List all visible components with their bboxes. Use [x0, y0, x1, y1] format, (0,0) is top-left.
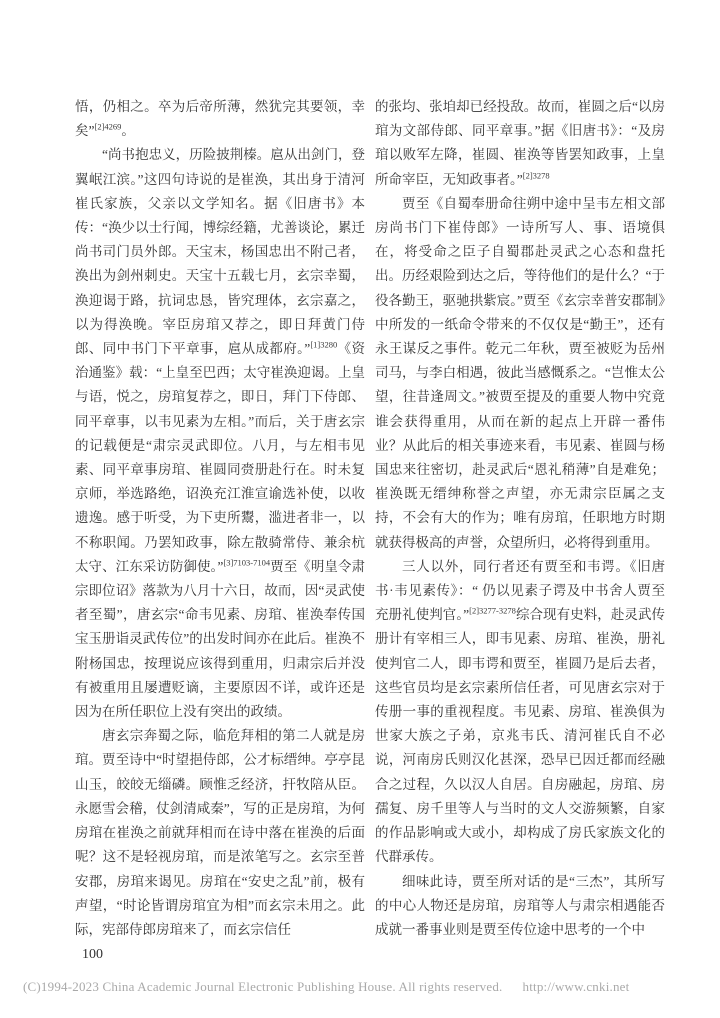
text-run: “尚书抱忠义，历险披荆榛。扈从出剑门，登翼岷江滨。”这四句诗说的是崔涣，其出身于清河崔氏家族，父亲以文学知名。据《旧唐书》本传：“涣少以士行闻，博综经籍，尤善谈论，累迁尚书司门员外郎。天宝末，杨国忠出不附己者，涣出为剑州刺史。天宝十五载七月，玄宗幸蜀，涣迎谒于路，抗词忠恳，皆究理体，玄宗嘉之，以为得涣晚。宰臣房琯又荐之，即日拜黄门侍郎、同中书门下平章事，扈从成都府。”: [75, 147, 365, 357]
text-run: 贾至《明皇令肃宗即位诏》落款为八月十六日，故而，因“灵武使者至蜀”，唐玄宗“命韦见素、房琯、崔涣奉传国宝玉册诣灵武传位”的出发时间亦在此后。崔涣不附杨国忠，按理说应该得到重用，归肃宗后并没有被重用且屡遭贬谪，主要原因不详，或许还是因为在所任职位上没有突出的政绩。: [75, 558, 365, 720]
paragraph: [375, 192, 665, 555]
citation-superscript: [2]3277-3278: [469, 605, 516, 616]
text-run: 细味此诗，贾至所对话的是“三杰”，其所写的中心人物还是房琯，房琯等人与肃宗相遇能否成就一番事业则是贾至传位途中思考的一个中: [375, 873, 665, 937]
page-content: [75, 95, 665, 968]
text-run: 贾至《自蜀奉册命往朔中途中呈韦左相文部房尚书门下崔侍郎》一诗所写人、事、语境俱在，将受命之臣子自蜀郡赴灵武之心态和盘托出。历经艰险到达之后，等待他们的是什么？“于役各勤王，驱驰拱紫宸。”贾至《玄宗幸普安郡制》中所发的一纸命令带来的不仅仅是“勤王”，还有永王谋反之事件。乾元二年秋，贾至被贬为岳州司马，与李白相遇，彼此当感慨系之。“岂惟太公望，往昔逢周文。”被贾至提及的重要人物中究竟谁会获得重用，从而在新的起点上开辟一番伟业？从此后的相关事迹来看，韦见素、崔圆与杨国忠来往密切，赴灵武后“恩礼稍薄”自是难免；崔涣既无缙绅称誉之声望，亦无肃宗臣属之支持，不会有大的作为；唯有房琯，任职地方时期就获得极高的声誉，众望所归，必将得到重用。: [375, 195, 665, 550]
text-column-right: [375, 95, 665, 968]
text-run: 。: [121, 123, 135, 139]
footer: [23, 979, 703, 995]
text-run: 综合现有史料，赴灵武传册计有宰相三人，即韦见素、房琯、崔涣，册礼使判官二人，即韦谔和贾至，崔圆乃是后去者，这些官员均是玄宗素所信任者，可见唐玄宗对于传册一事的重视程度。韦见素、房琯、崔涣俱为世家大族之子弟，京兆韦氏、清河崔氏自不必说，河南房氏则汉化甚深，恐早已因迁都而经融合之过程，久以汉人自居。自房融起，房琯、房孺复、房千里等人与当时的文人交游频繁，自家的作品影响或大或小，却构成了房氏家族文化的代群承传。: [375, 607, 666, 865]
citation-superscript: [1]3280: [310, 339, 338, 350]
paragraph: [375, 870, 665, 943]
paragraph: [375, 555, 665, 870]
text-run: 唐玄宗奔蜀之际，临危拜相的第二人就是房琯。贾至诗中“时望挹侍郎，公才标缙绅。亭亭昆山玉，皎皎无缁磷。顾惟乏经济，扞牧陪从臣。永愿雪会稽，仗剑清咸秦”，写的正是房琯，为何房琯在崔涣之前就拜相而在诗中落在崔涣的后面呢？这不是轻视房琯，而是浓笔写之。玄宗至普安郡，房琯来谒见。房琯在“安史之乱”前，极有声望，“时论皆谓房琯宜为相”而玄宗未用之。此际，宪部侍郎房琯来了，而玄宗信任: [75, 728, 365, 937]
citation-superscript: [3]7103-7104: [223, 557, 271, 568]
text-run: 三人以外，同行者还有贾至和韦谔。《旧唐书·韦见素传》：“ 仍以见素子谔及中书舍人贾至充册礼使判官。”: [375, 558, 665, 623]
paragraph: [75, 95, 365, 143]
text-run: 悟，仍相之。卒为后帝所薄，然犹完其要领，幸矣”: [75, 99, 365, 139]
footer-copyright: (C)1994-2023 China Academic Journal Electronic Publishing House. All rights reserved.: [23, 979, 503, 994]
paragraph: [75, 143, 365, 724]
page-number: 100: [82, 947, 103, 963]
paragraph: [375, 95, 665, 192]
text-run: 《资治通鉴》载：“上皇至巴西；太守崔涣迎谒。上皇与语，悦之，房琯复荐之，即日，拜门下侍郎、同平章事，以韦见素为左相。”而后，关于唐玄宗的记载便是“肃宗灵武即位。八月，与左相韦见素、同平章事房琯、崔圆同赍册赴行在。时未复京师，举选路绝，诏涣充江淮宣谕选补使，以收遗逸。感于听受，为下吏所鬻，滥进者非一，以不称职闻。乃罢知政事，除左散骑常侍、兼余杭太守、江东采访防御使。”: [75, 341, 366, 574]
citation-superscript: [2]4269: [94, 121, 122, 132]
paragraph: [75, 724, 365, 942]
footer-url: http://www.cnki.net: [522, 979, 630, 994]
text-column-left: [75, 95, 365, 968]
citation-superscript: [2]3278: [522, 170, 550, 181]
text-run: 的张均、张垍却已经投敌。故而，崔圆之后“以房琯为文部侍郎、同平章事。”据《旧唐书》：“及房琯以败军左降，崔圆、崔涣等皆罢知政事，上皇所命宰臣，无知政事者。”: [375, 99, 665, 187]
